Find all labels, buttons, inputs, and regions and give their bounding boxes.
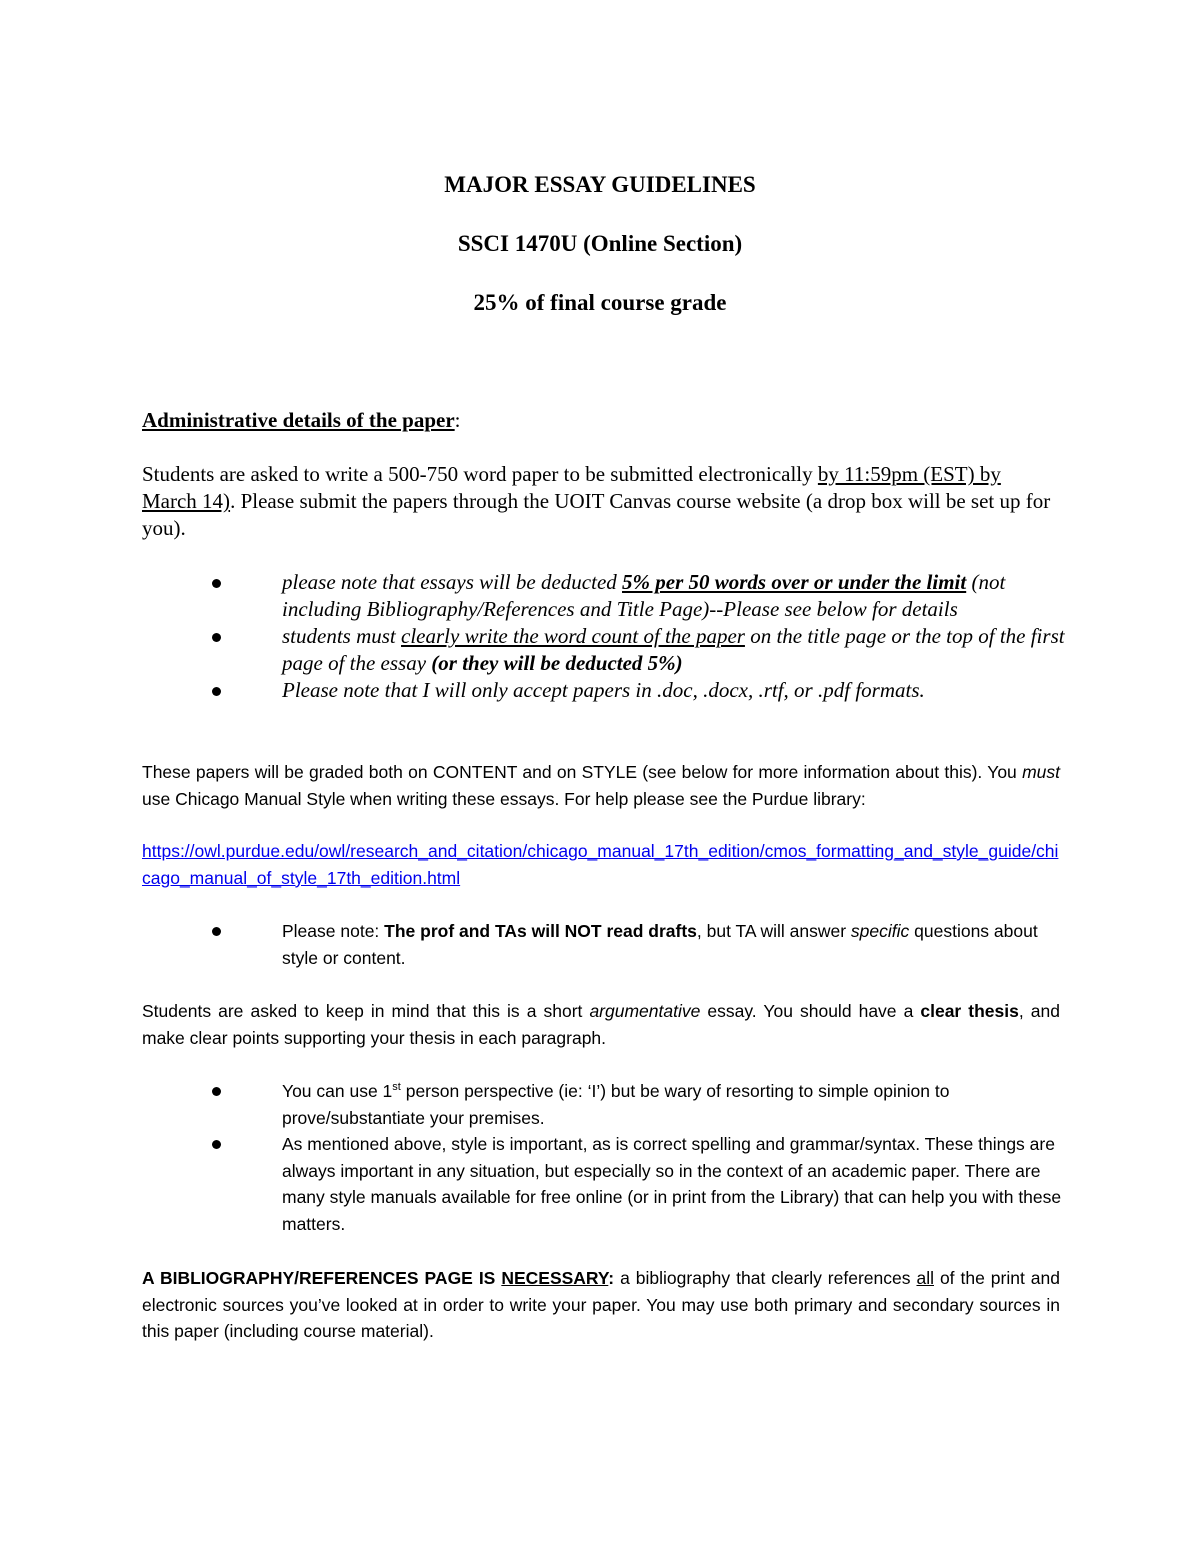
bullet-icon xyxy=(212,687,221,696)
admin-bullet-list xyxy=(212,569,1072,704)
list-item: Please note that I will only accept papers in .doc, .docx, .rtf, or .pdf formats. xyxy=(212,677,1072,704)
bullet-icon xyxy=(212,579,221,588)
list-item: As mentioned above, style is important, as is correct spelling and grammar/syntax. These things are always important in any situation, but especially so in the context of an academic paper. There are many style manuals available for free online (or in print from the Library) that can help you with these matters. xyxy=(212,1131,1072,1237)
style-paragraph: These papers will be graded both on CONTENT and on STYLE (see below for more information about this). You must use Chicago Manual Style when writing these essays. For help please see the Purdue library: xyxy=(142,762,1060,809)
bibliography-paragraph: A BIBLIOGRAPHY/REFERENCES PAGE IS NECESSARY: a bibliography that clearly references all of the print and electronic sources you’ve looked at in order to write your paper. You may use both primary and secondary sources in this paper (including course material). xyxy=(142,1268,1061,1341)
argument-bullet-list xyxy=(212,1078,1072,1237)
list-item: please note that essays will be deducted 5% per 50 words over or under the limit (not including Bibliography/References and Title Page)--Please see below for details xyxy=(212,569,1072,623)
document-title: MAJOR ESSAY GUIDELINES xyxy=(444,172,756,197)
list-item: students must clearly write the word count of the paper on the title page or the top of the first page of the essay (or they will be deducted 5%) xyxy=(212,623,1072,677)
admin-paragraph: Students are asked to write a 500-750 word paper to be submitted electronically by 11:59pm (EST) by March 14). Please submit the papers through the UOIT Canvas course website (a drop box will be set up for you). xyxy=(142,462,1051,540)
list-item: Please note: The prof and TAs will NOT read drafts, but TA will answer specific questions about style or content. xyxy=(212,918,1072,971)
argument-paragraph: Students are asked to keep in mind that this is a short argumentative essay. You should have a clear thesis, and make clear points supporting your thesis in each paragraph. xyxy=(142,1001,1060,1048)
admin-heading-text: Administrative details of the paper xyxy=(142,408,455,432)
draft-note-list xyxy=(212,918,1072,971)
admin-heading: Administrative details of the paper: xyxy=(142,408,461,432)
grade-weight: 25% of final course grade xyxy=(473,290,727,315)
deadline: by 11:59pm (EST) by March 14) xyxy=(142,462,1001,513)
bullet-icon xyxy=(212,633,221,642)
purdue-owl-link[interactable]: https://owl.purdue.edu/owl/research_and_citation/chicago_manual_17th_edition/cmos_formatting_and_style_guide/chicago_manual_of_style_17th_edition.html xyxy=(142,841,1059,888)
bullet-icon xyxy=(212,927,221,936)
list-item: You can use 1st person perspective (ie: ‘I’) but be wary of resorting to simple opinion to prove/substantiate your premises. xyxy=(212,1078,1072,1131)
bullet-icon xyxy=(212,1140,221,1149)
course-code: SSCI 1470U (Online Section) xyxy=(457,231,743,256)
bullet-icon xyxy=(212,1087,221,1096)
